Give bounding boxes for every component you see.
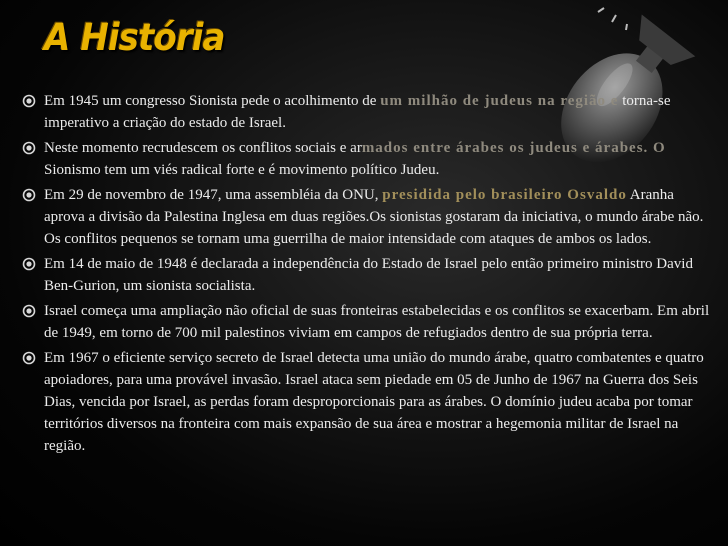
bullet-text: torna-se imperativo a criação do estado de Israel. — [44, 93, 671, 131]
list-item — [22, 90, 712, 134]
bullet-text: Em 14 de maio de 1948 é declarada a independência do Estado de Israel pelo então primeiro ministro David Ben-Gurion, um sionista socialista. — [44, 256, 693, 294]
circle-bullet-icon — [22, 188, 36, 202]
circle-bullet-icon — [22, 351, 36, 365]
highlighted-text: um milhão de judeus na região e — [380, 93, 619, 109]
bullet-text: Sionismo tem um viés radical forte e é movimento político Judeu. — [44, 162, 440, 178]
list-item — [22, 184, 712, 250]
bullet-text: Aranha aprova a divisão da Palestina Inglesa em duas regiões.Os sionistas gostaram da iniciativa, o mundo árabe não. Os conflitos pequenos se tornam uma guerrilha de maior intensidade com ataques de ambos os lados. — [44, 187, 704, 247]
bullet-text: Em 1967 o eficiente serviço secreto de Israel detecta uma união do mundo árabe, quatro combatentes e quatro apoiadores, para uma provável invasão. Israel ataca sem piedade em 05 de Junho de 1967 na Guerra dos Seis Dias, vencida por Israel, as perdas foram desproporcionais para as árabes. O domínio judeu acaba por tomar territórios diversos na fronteira com mais expansão de sua área e mostrar a hegemonia militar de Israel na região. — [44, 350, 704, 454]
list-item — [22, 347, 712, 457]
circle-bullet-icon — [22, 94, 36, 108]
bullet-text: Em 29 de novembro de 1947, uma assembléia da ONU, — [44, 187, 383, 203]
list-item — [22, 253, 712, 297]
highlighted-text: presidida pelo brasileiro Osvaldo — [382, 187, 627, 203]
highlighted-text: mados entre árabes os judeus e árabes. O — [361, 140, 666, 156]
bullet-text: Em 1945 um congresso Sionista pede o acolhimento de — [44, 93, 381, 109]
bullet-text: Neste momento recrudescem os conflitos sociais e ar — [44, 140, 362, 156]
list-item — [22, 137, 712, 181]
bullet-text: Israel começa uma ampliação não oficial de suas fronteiras estabelecidas e os conflitos se exacerbam. Em abril de 1949, em torno de 700 mil palestinos viviam em campos de refugiados dentro de sua própria terra. — [44, 303, 710, 341]
slide-title: A História — [44, 16, 225, 59]
circle-bullet-icon — [22, 257, 36, 271]
bullet-list — [22, 90, 712, 460]
circle-bullet-icon — [22, 304, 36, 318]
circle-bullet-icon — [22, 141, 36, 155]
list-item — [22, 300, 712, 344]
